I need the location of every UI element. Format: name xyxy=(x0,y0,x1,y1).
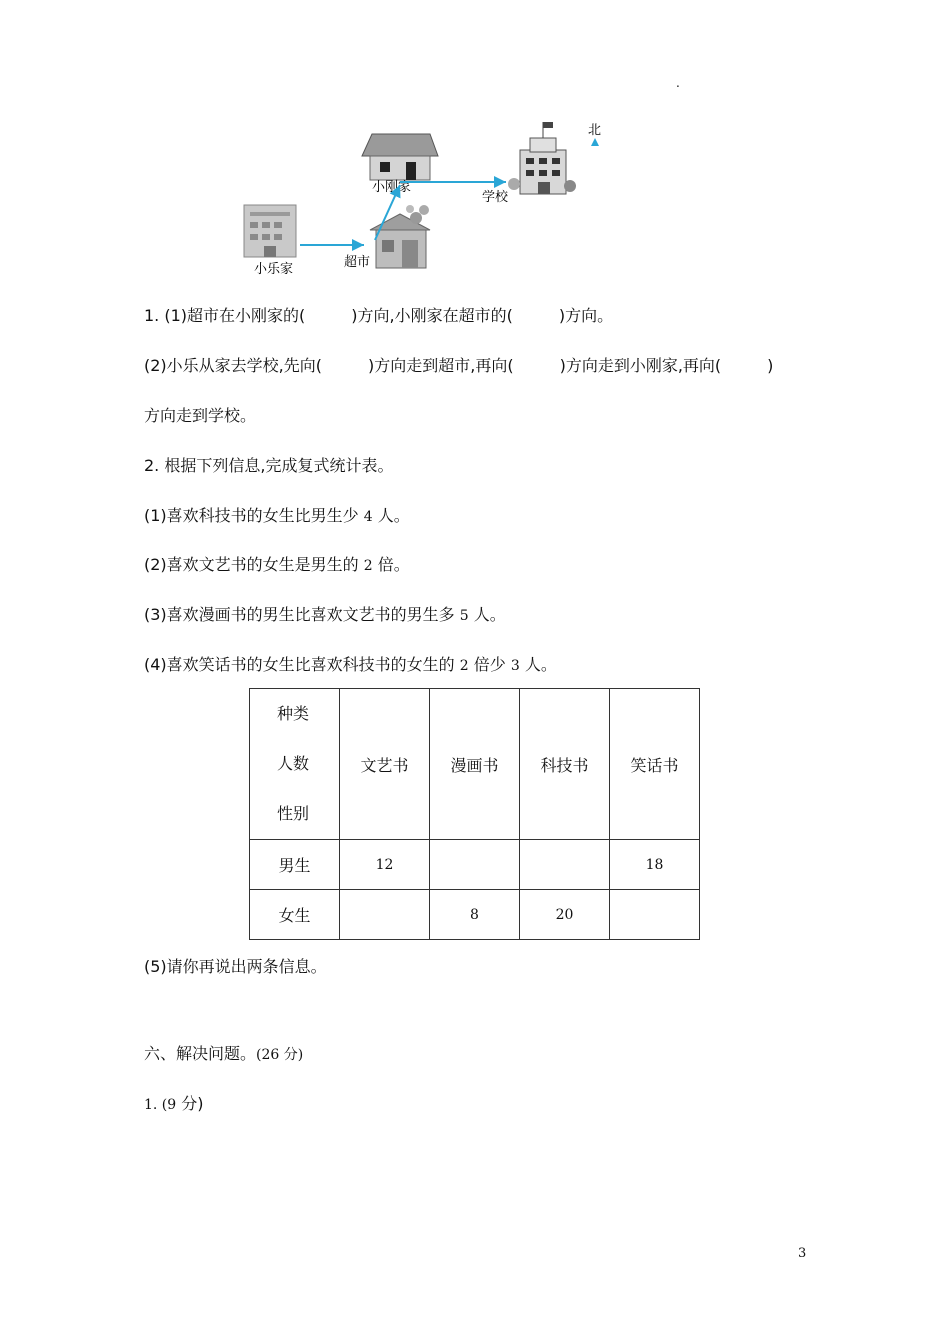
xiaogang-home-icon xyxy=(362,134,438,180)
table-cell[interactable] xyxy=(610,890,700,940)
q1-p1-text-c: )方向。 xyxy=(558,306,614,325)
q1-part2 xyxy=(144,355,773,377)
header-kind: 种类 xyxy=(277,704,310,723)
q2-c1-text-b: 人。 xyxy=(377,506,410,525)
header-count: 人数 xyxy=(277,754,310,773)
q2-c4-number-2: 3 xyxy=(510,658,520,674)
q2-clue-1 xyxy=(144,505,410,528)
q1-p1-text-b: )方向,小刚家在超市的( xyxy=(351,306,513,325)
section6-title xyxy=(144,1043,303,1066)
q1-part2-cont: 方向走到学校。 xyxy=(144,406,257,425)
q1-p2-text-b: )方向走到超市,再向( xyxy=(368,356,514,375)
q2-title: 2. 根据下列信息,完成复式统计表。 xyxy=(144,456,394,475)
table-cell[interactable]: 18 xyxy=(610,840,700,890)
q1-p2-text-d: ) xyxy=(767,356,774,375)
q2-c4-text-a: (4)喜欢笑话书的女生比喜欢科技书的女生的 xyxy=(144,655,455,674)
q2-c2-text-a: (2)喜欢文艺书的女生是男生的 xyxy=(144,555,359,574)
table-corner-header xyxy=(250,689,340,840)
xiaogang-home-label: 小刚家 xyxy=(372,180,412,195)
header-gender: 性别 xyxy=(277,804,310,823)
q2-c1-text-a: (1)喜欢科技书的女生比男生少 xyxy=(144,506,359,525)
q2-c4-text-c: 人。 xyxy=(524,655,557,674)
column-header: 漫画书 xyxy=(430,689,520,840)
header-dot: . xyxy=(676,76,680,90)
table-cell[interactable] xyxy=(520,840,610,890)
column-header: 文艺书 xyxy=(340,689,430,840)
section6-title-text: 六、解决问题。 xyxy=(144,1044,257,1063)
section6-item1-text: 分) xyxy=(181,1094,204,1113)
q2-c3-text-a: (3)喜欢漫画书的男生比喜欢文艺书的男生多 xyxy=(144,605,455,624)
table-cell[interactable]: 20 xyxy=(520,890,610,940)
table-cell[interactable]: 12 xyxy=(340,840,430,890)
section6-item1-number: 1. (9 xyxy=(144,1097,177,1113)
north-arrow-icon xyxy=(588,123,601,146)
q2-clue-4 xyxy=(144,654,557,677)
q1-part1 xyxy=(144,305,613,327)
xiaole-home-label: 小乐家 xyxy=(254,262,294,277)
statistics-table xyxy=(249,688,700,940)
q2-c3-text-b: 人。 xyxy=(473,605,506,624)
row-label: 女生 xyxy=(250,890,340,940)
table-cell[interactable] xyxy=(340,890,430,940)
north-label: 北 xyxy=(588,123,602,138)
q1-p1-text-a: 1. (1)超市在小刚家的( xyxy=(144,306,306,325)
q1-p2-text-a: (2)小乐从家去学校,先向( xyxy=(144,356,322,375)
column-header: 科技书 xyxy=(520,689,610,840)
table-row xyxy=(250,890,700,940)
q2-clue-5: (5)请你再说出两条信息。 xyxy=(144,957,327,976)
direction-map xyxy=(230,110,630,290)
row-label: 男生 xyxy=(250,840,340,890)
table-cell[interactable] xyxy=(430,840,520,890)
section6-score: (26 分) xyxy=(256,1047,304,1063)
q2-c4-text-b: 倍少 xyxy=(473,655,506,674)
q2-c1-number: 4 xyxy=(363,509,373,525)
section6-item1 xyxy=(144,1093,204,1116)
q2-clue-2 xyxy=(144,554,410,577)
q1-p2-text-c: )方向走到小刚家,再向( xyxy=(559,356,722,375)
school-icon xyxy=(508,122,576,194)
q2-clue-3 xyxy=(144,604,506,627)
table-header-row xyxy=(250,689,700,840)
page-number: 3 xyxy=(798,1246,807,1261)
supermarket-label: 超市 xyxy=(344,255,371,270)
q2-c2-number: 2 xyxy=(363,558,373,574)
q2-c3-number: 5 xyxy=(459,608,469,624)
q2-c2-text-b: 倍。 xyxy=(377,555,410,574)
supermarket-icon xyxy=(370,205,430,268)
table-cell[interactable]: 8 xyxy=(430,890,520,940)
xiaole-home-icon xyxy=(244,205,296,257)
column-header: 笑话书 xyxy=(610,689,700,840)
school-label: 学校 xyxy=(482,190,509,205)
table-row xyxy=(250,840,700,890)
q2-c4-number-1: 2 xyxy=(459,658,469,674)
